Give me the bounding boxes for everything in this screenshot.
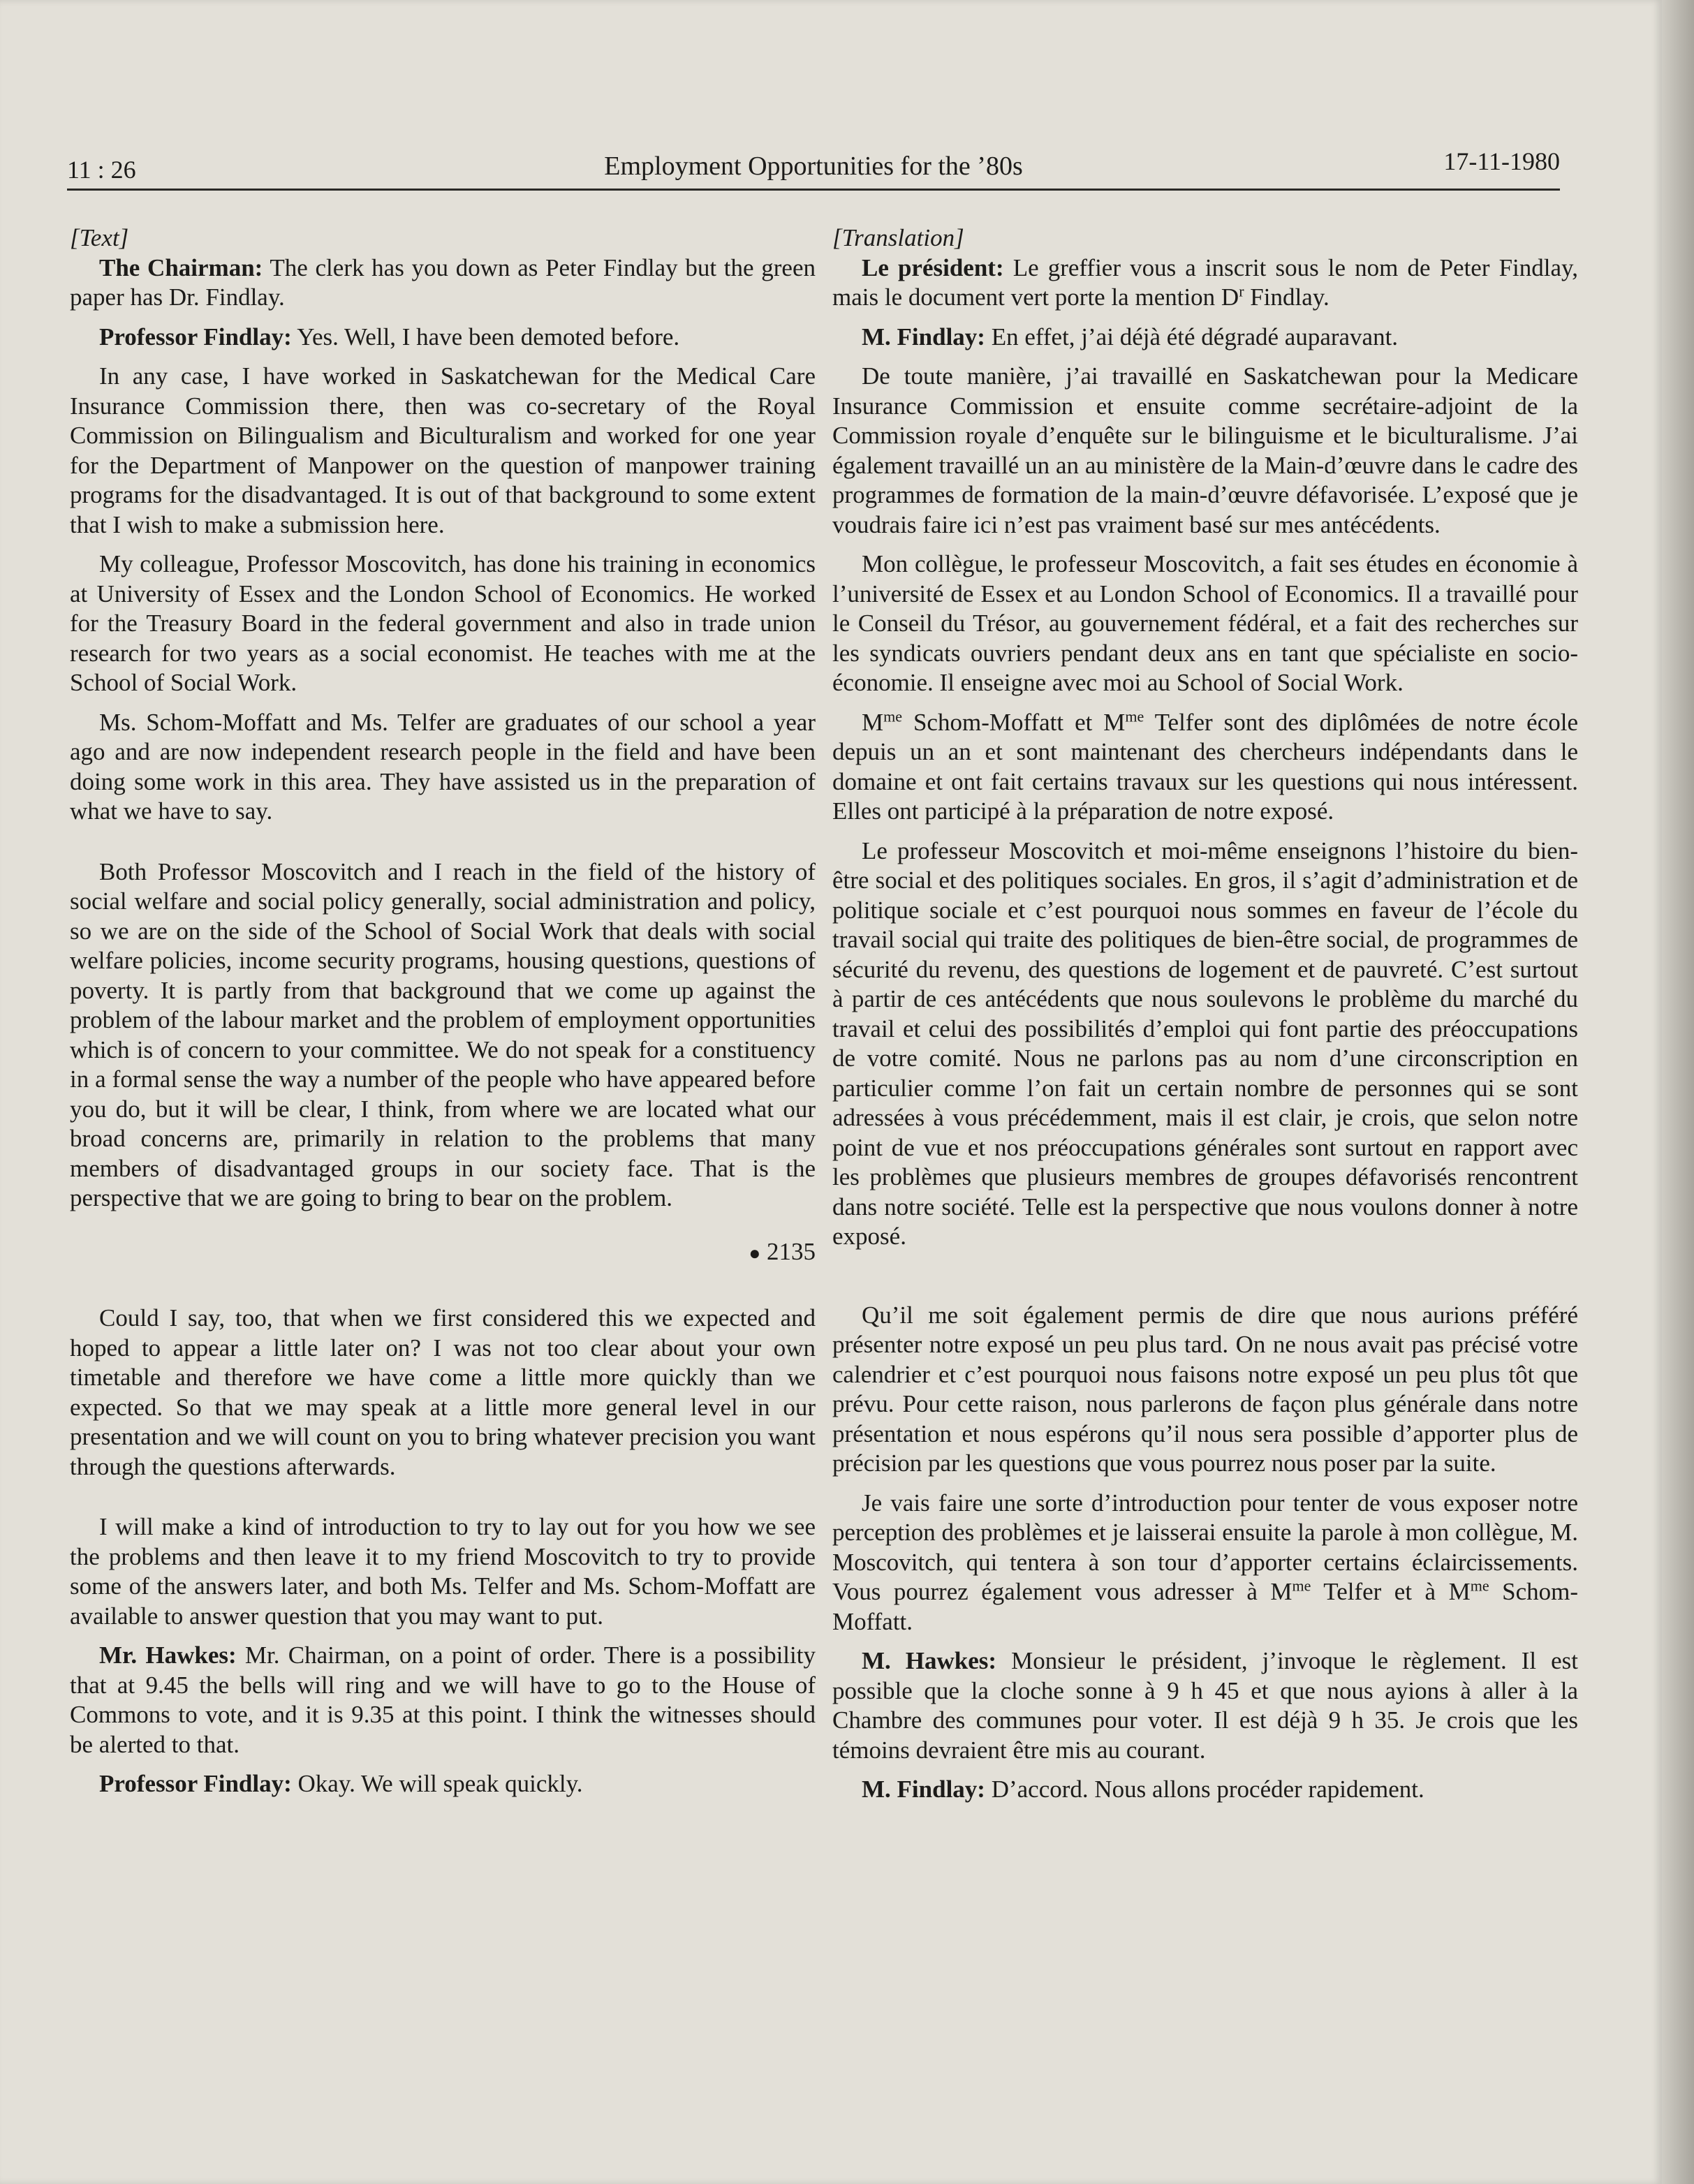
speech-text: Findlay. [1244,283,1330,311]
superscript: r [1239,282,1244,300]
speaker-name: Professor Findlay: [99,1770,292,1797]
page-edge [1662,0,1694,2184]
paragraph: My colleague, Professor Moscovitch, has done his training in economics at University of Essex and the London School of Economics. He worked for the Treasury Board in the federal government and also in trade union research for two years as a social economist. He teaches with me at the School of Social Work. [70,550,816,696]
speech-text: En effet, j’ai déjà été dégradé auparavant. [985,323,1399,351]
time-marker [70,1237,816,1269]
paragraph: Le professeur Moscovitch et moi-même enseignons l’histoire du bien-être social et des politiques sociales. En gros, il s’agit d’administration et de politique sociale et c’est pourquoi nous sommes en faveur de l’école du travail social qui traite des politiques de bien-être social, de programmes de sécurité du revenu, des questions de logement et de pauvreté. C’est surtout à partir de ces antécédents que nous soulevons le problème du marché du travail et celui des possibilités d’emploi qui font partie des préoccupations de votre comité. Nous ne parlons pas au nom d’une circonscription en particulier comme l’on fait un certain nombre de personnes qui se sont adressées à vous précédemment, mais il est clair, je crois, que selon notre point de vue et nos préoccupations générales sont surtout en rapport avec les problèmes que plusieurs membres de groupes défavorisés rencontrent dans notre société. Telle est la perspective que nous voulons donner à notre exposé. [832,836,1578,1250]
superscript: me [1292,1577,1311,1595]
paragraph [70,323,816,353]
paragraph [832,1489,1578,1637]
speaker-name: M. Hawkes: [862,1647,997,1674]
paragraph [832,323,1578,353]
speaker-name: Le président: [862,253,1004,281]
text-run: Schom-Moffatt et M [902,708,1126,736]
french-column [832,223,1578,1805]
paragraph [832,253,1578,313]
speaker-name: Mr. Hawkes: [99,1641,237,1669]
paragraph: De toute manière, j’ai travaillé en Saskatchewan pour la Medicare Insurance Commission et ensuite comme secrétaire-adjoint de la Commission royale d’enquête sur le bilinguisme et le biculturalisme. J’ai également travaillé un an au ministère de la Main-d’œuvre dans le cadre des programmes de formation de la main-d’œuvre défavorisée. L’exposé que je voudrais faire ici n’est pas vraiment basé sur mes antécédents. [832,362,1578,538]
speaker-name: Professor Findlay: [99,323,292,351]
running-title: Employment Opportunities for the ’80s [604,152,1023,181]
speech-text: Mr. Chairman, on a point of order. There is a possibility that at 9.45 the bells will ring and we will have to go to the House of Commons to vote, and it is 9.35 at this point. I think the witnesses should be alerted to that. [70,1641,816,1758]
superscript: me [883,707,903,725]
speech-text: Le greffier vous a inscrit sous le nom de Peter Findlay, mais le document vert porte la mention D [832,253,1578,311]
column-label: [Translation] [832,224,964,251]
paragraph [832,1646,1578,1765]
speech-text: D’accord. Nous allons procéder rapidement. [985,1776,1424,1803]
page-number: 11 : 26 [67,156,136,184]
bullet-icon: ● [749,1242,761,1264]
time-marker-value: 2135 [767,1237,816,1265]
speaker-name: M. Findlay: [862,323,985,351]
paragraph [832,708,1578,827]
paragraph [832,1775,1578,1805]
paragraph [70,1641,816,1759]
text-run: Schom-Moffatt. [832,1578,1578,1635]
speaker-name: M. Findlay: [862,1776,985,1803]
speech-text: Okay. We will speak quickly. [291,1770,583,1797]
text-run: Telfer et à M [1311,1578,1471,1605]
header-date: 17-11-1980 [1443,147,1560,175]
paragraph: Both Professor Moscovitch and I reach in the field of the history of social welfare and social policy generally, social administration and policy, so we are on the side of the School of Social Work that deals with social welfare policies, income security programs, housing questions, questions of poverty. It is partly from that background that we come up against the problem of the labour market and the problem of employment opportunities which is of concern to your committee. We do not speak for a constituency in a formal sense the way a number of the people who have appeared before you do, but it will be clear, I think, from where we are located what our broad concerns are, primarily in relation to the problems that many members of disadvantaged groups in our society face. That is the perspective that we are going to bring to bear on the problem. [70,857,816,1211]
english-column [70,223,816,1799]
superscript: me [1470,1577,1489,1595]
page-header [67,137,1560,191]
superscript: me [1125,707,1144,725]
paragraph: Mon collègue, le professeur Moscovitch, a fait ses études en économie à l’université de Essex et au London School of Economics. Il a travaillé pour le Conseil du Trésor, au gouvernement fédéral, et a fait des recherches sur les syndicats ouvriers pendant deux ans en tant que spécialiste en socio-économie. Il enseigne avec moi au School of Social Work. [832,550,1578,696]
paragraph: I will make a kind of introduction to try to lay out for you how we see the problems and then leave it to my friend Moscovitch to try to provide some of the answers later, and both Ms. Telfer and Ms. Schom-Moffatt are available to answer question that you may want to put. [70,1513,816,1630]
paragraph [70,253,816,313]
text-run: Telfer sont des diplômées de notre école depuis un an et sont maintenant des chercheurs indépendants dans le domaine et ont fait certains travaux sur les questions qui nous intéressent. Elles ont participé à la préparation de notre exposé. [832,708,1578,825]
paragraph: Qu’il me soit également permis de dire que nous aurions préféré présenter notre exposé un peu plus tard. On ne nous avait pas précisé votre calendrier et c’est pourquoi nous faisons notre exposé un peu plus tôt que prévu. Pour cette raison, nous parlerons de façon plus générale dans notre présentation et nous espérons qu’il nous sera possible d’apporter plus de précision par les questions que vous pourrez nous poser par la suite. [832,1301,1578,1477]
text-run: M [862,708,884,736]
column-label: [Text] [70,224,129,251]
speech-text: Monsieur le président, j’invoque le règlement. Il est possible que la cloche sonne à 9 h 45 et que nous ayions à aller à la Chambre des communes pour voter. Il est déjà 9 h 35. Je crois que les témoins devraient être mis au courant. [832,1647,1578,1764]
speech-text: Yes. Well, I have been demoted before. [291,323,680,351]
speech-text: The clerk has you down as Peter Findlay but the green paper has Dr. Findlay. [70,253,816,311]
paragraph: In any case, I have worked in Saskatchewan for the Medical Care Insurance Commission there, then was co-secretary of the Royal Commission on Bilingualism and Biculturalism and worked for one year for the Department of Manpower on the question of manpower training programs for the disadvantaged. It is out of that background to some extent that I wish to make a submission here. [70,362,816,538]
speaker-name: The Chairman: [99,253,263,281]
paragraph: Could I say, too, that when we first considered this we expected and hoped to appear a little later on? I was not too clear about your own timetable and therefore we have come a little more quickly than we expected. So that we may speak at a little more general level in our presentation and we will count on you to bring whatever precision you want through the questions afterwards. [70,1304,816,1480]
paragraph [70,1769,816,1799]
text-run: Je vais faire une sorte d’introduction pour tenter de vous exposer notre perception des problèmes et je laisserai ensuite la parole à mon collègue, M. Moscovitch, qui tentera à son tour d’apporter certains éclaircissements. Vous pourrez également vous adresser à M [832,1489,1578,1605]
paragraph: Ms. Schom-Moffatt and Ms. Telfer are graduates of our school a year ago and are now independent research people in the field and have been doing some work in this area. They have assisted us in the preparation of what we have to say. [70,708,816,825]
